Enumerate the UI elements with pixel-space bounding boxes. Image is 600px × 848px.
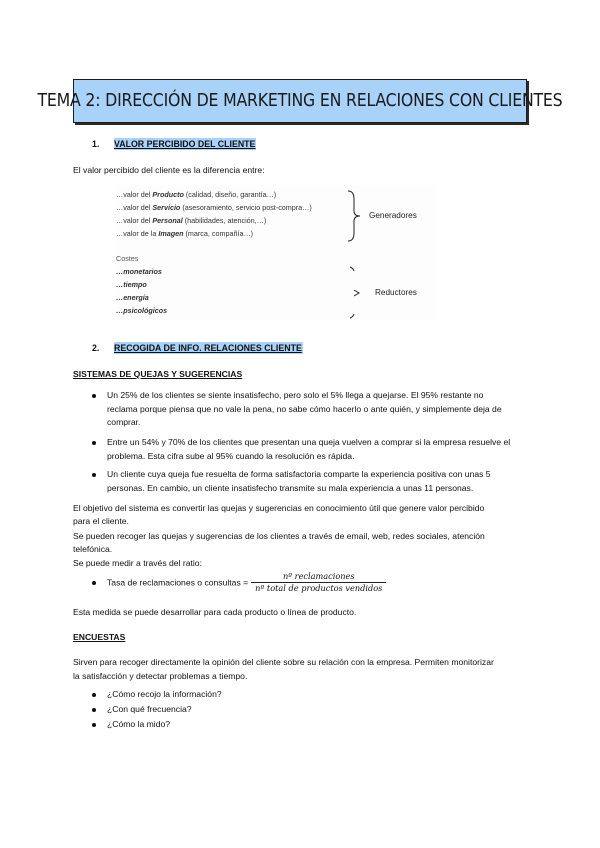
quejas-heading: SISTEMAS DE QUEJAS Y SUGERENCIAS (73, 369, 243, 379)
value-figure (116, 185, 436, 321)
title-banner (37, 79, 563, 123)
bullet-dot (92, 581, 96, 585)
bullet-dot (92, 723, 96, 727)
ratio-numerator: nº reclamaciones (251, 571, 386, 583)
recoger-line-2: telefónica. (73, 544, 113, 554)
encuestas-heading: ENCUESTAS (73, 632, 126, 642)
generadores-brace (344, 189, 368, 243)
quejas-bullet-1: Un 25% de los clientes se siente insatisfecho, pero solo el 5% llega a quejarse. El 95% restante no reclama porque piensa que no vale la pena, no sabe cómo hacerlo o ante quién, y simplemente deja de comprar. (92, 389, 512, 430)
encuestas-bullet-1: ¿Cómo recojo la información? (92, 688, 512, 702)
intro-text: El valor percibido del cliente es la diferencia entre: (73, 165, 265, 175)
page-title: TEMA 2: DIRECCIÓN DE MARKETING EN RELACIONES CON CLIENTES (37, 91, 563, 111)
gen-item-personal: …valor del Personal (habilidades, atención,…) (116, 216, 267, 225)
ratio-denominator: nº total de productos vendidos (255, 583, 383, 593)
gen-item-servicio: …valor del Servicio (asesoramiento, servicio post-compra…) (116, 203, 312, 212)
section-1-title: VALOR PERCIBIDO DEL CLIENTE (114, 139, 256, 149)
section-2-heading (92, 343, 303, 353)
encuestas-line-2: la satisfacción y detectar problemas a tiempo. (73, 671, 248, 681)
quejas-bullet-2: Entre un 54% y 70% de los clientes que presentan una queja vuelven a comprar si la empresa resuelve el problema. Esta cifra sube al 95% cuando la resolución es rápida. (92, 436, 512, 463)
medida-text: Esta medida se puede desarrollar para cada producto o línea de producto. (73, 607, 357, 617)
cost-item-psicologicos: …psicológicos (116, 306, 168, 315)
gen-item-imagen: …valor de la Imagen (marca, compañía…) (116, 229, 254, 238)
quejas-bullet-3: Un cliente cuya queja fue resuelta de forma satisfactoria comparte la experiencia positiva con unas 5 personas. En cambio, un cliente insatisfecho transmite su mala experiencia a unas 11 personas. (92, 468, 512, 495)
objetivo-line-1: El objetivo del sistema es convertir las quejas y sugerencias en conocimiento útil que genere valor percibido (73, 503, 485, 513)
encuestas-bullet-2: ¿Con qué frecuencia? (92, 703, 512, 717)
bullet-dot (92, 473, 96, 477)
objetivo-line-2: para el cliente. (73, 516, 129, 526)
costs-heading: Costes (116, 254, 139, 263)
bullet-dot (92, 394, 96, 398)
medir-line: Se puede medir a través del ratio: (73, 558, 202, 568)
reductores-label: Reductores (375, 288, 417, 297)
section-2-number: 2. (92, 343, 100, 353)
ratio-fraction (251, 571, 386, 594)
section-1-heading (92, 139, 256, 149)
section-1-number: 1. (92, 139, 100, 149)
encuestas-bullet-3: ¿Cómo la mido? (92, 718, 512, 732)
bullet-dot (92, 693, 96, 697)
bullet-dot (92, 441, 96, 445)
reductores-brace (344, 265, 368, 321)
cost-item-monetarios: …monetarios (116, 267, 162, 276)
ratio-bullet (92, 571, 532, 594)
cost-item-energia: …energía (116, 293, 149, 302)
cost-item-tiempo: …tiempo (116, 280, 147, 289)
recoger-line-1: Se pueden recoger las quejas y sugerencias de los clientes a través de email, web, redes sociales, atención (73, 531, 485, 541)
encuestas-line-1: Sirven para recoger directamente la opinión del cliente sobre su relación con la empresa. Permiten monitorizar (73, 657, 494, 667)
generadores-label: Generadores (369, 211, 417, 220)
ratio-label: Tasa de reclamaciones o consultas = (107, 577, 249, 588)
bullet-dot (92, 708, 96, 712)
gen-item-producto: …valor del Producto (calidad, diseño, garantía…) (116, 190, 277, 199)
section-2-title: RECOGIDA DE INFO. RELACIONES CLIENTE (114, 343, 302, 353)
